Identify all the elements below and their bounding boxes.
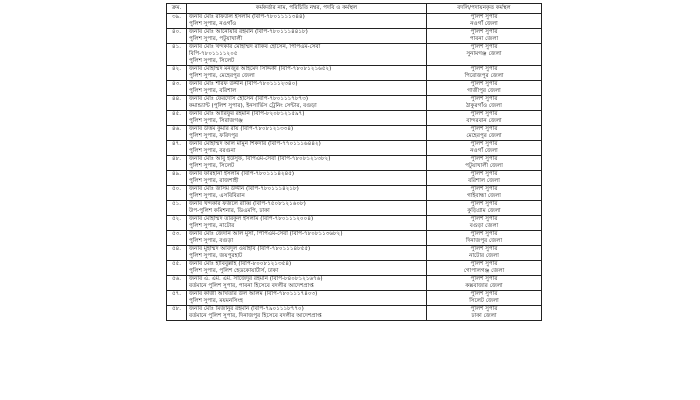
row-officer	[187, 156, 427, 171]
table-row	[167, 126, 542, 141]
posting-line: পুলিশ সুপার	[470, 306, 498, 312]
officer-line: পুলিশ সুপার, পটুয়াখালী	[189, 36, 243, 42]
row-officer	[187, 44, 427, 66]
table-row	[167, 14, 542, 29]
row-officer	[187, 111, 427, 126]
row-posting	[427, 44, 542, 66]
posting-line: নাটোর জেলা	[469, 253, 499, 259]
officer-line: কমান্ড্যান্ট (পুলিশ সুপার), ইনসার্ভিস ট্রেনিং সেন্টার, বগুড়া	[189, 103, 317, 109]
row-officer	[187, 276, 427, 291]
posting-line: পাবনা জেলা	[469, 36, 499, 42]
row-serial: ৫৩.	[167, 231, 187, 246]
officer-line: জনাব মোঃ আনোয়ার রহমান (বিপি-৭৮০১১১৪৪১৮)	[189, 29, 308, 35]
officer-line: জনাব মোঃ হাবিবুল্লাহ (বিপি-৮০০৮১২১৩৫৪)	[189, 261, 292, 267]
officer-line: বর্তমানে পুলিশ সুপার, পাবনা হিসেবে বদলীর আদেশপ্রাপ্ত	[189, 283, 314, 289]
row-officer	[187, 14, 427, 29]
row-officer	[187, 216, 427, 231]
row-posting	[427, 291, 542, 306]
row-officer	[187, 29, 427, 44]
row-posting	[427, 96, 542, 111]
table-row	[167, 291, 542, 306]
row-serial: ৫৬.	[167, 276, 187, 291]
row-posting	[427, 14, 542, 29]
posting-line: পুলিশ সুপার	[470, 246, 498, 252]
row-officer	[187, 186, 427, 201]
row-posting	[427, 156, 542, 171]
row-officer	[187, 81, 427, 96]
row-serial: ৫১.	[167, 201, 187, 216]
row-serial: ৪৬.	[167, 126, 187, 141]
table-row	[167, 96, 542, 111]
officer-line: জনাব মোহাম্মদ মনজুর আহমেদ সিদ্দিকী (বিপি-৭৮০৮১২১৬৫২)	[189, 66, 332, 72]
table-row	[167, 306, 542, 321]
row-posting	[427, 306, 542, 321]
officer-line: পুলিশ সুপার, পুলিশ হেডকোয়ার্টার্স, ঢাকা	[189, 268, 279, 274]
officer-line: জনাব মোহাম্মদ আল মামুন শিকদার (বিপি-৭৭০১১১৬৪৪২)	[189, 141, 321, 147]
table-row	[167, 81, 542, 96]
posting-line: পুলিশ সুপার	[470, 216, 498, 222]
row-serial: ৪৫.	[167, 111, 187, 126]
row-posting	[427, 276, 542, 291]
posting-line: পুলিশ সুপার	[470, 66, 498, 72]
table-body	[167, 14, 542, 321]
table-row	[167, 186, 542, 201]
table-row	[167, 44, 542, 66]
row-posting	[427, 246, 542, 261]
row-posting	[427, 261, 542, 276]
officer-line: জনাব ফারহানা ইসলাম (বিপি-৭৮০১১১৪২৪৫)	[189, 171, 295, 177]
table-row	[167, 29, 542, 44]
officer-line: পুলিশ সুপার, সিরাজগঞ্জ	[189, 118, 243, 124]
posting-line: কুড়িগ্রাম জেলা	[467, 208, 501, 214]
officer-line: পুলিশ সুপার, বরিশাল	[189, 88, 237, 94]
officer-line: পুলিশ সুপার, নাটোর	[189, 223, 235, 229]
officer-line: পুলিশ সুপার, বরগুনা	[189, 148, 236, 154]
posting-line: পুলিশ সুপার	[470, 141, 498, 147]
officer-line: জনাব মুহাম্মদ আবদুল ওয়াহাব (বিপি-৭৮০১১১৪৮৫৫)	[189, 246, 311, 252]
row-posting	[427, 216, 542, 231]
posting-line: ঢাকা জেলা	[471, 313, 497, 319]
posting-line: পুলিশ সুপার	[470, 44, 498, 50]
officer-line: জনাব মোঃ মিজানুর রহমান (বিপি-৭৯০১১১৮৭৭০)	[189, 306, 304, 312]
row-serial: ৫৪.	[167, 246, 187, 261]
officer-line: জনাব মোঃ রফিউল ইসলাম (বিপি-৭৮০১১১১৩৪৪)	[189, 14, 305, 20]
header-officer: কর্মকর্তার নাম, পরিচিতি নম্বর, পদবি ও কর্মস্থল	[187, 4, 427, 14]
officer-line: জনাব মোঃ খন্দকার মোহাম্মদ রাকিব হোসেন, পিপিএম-সেবা	[189, 44, 321, 50]
row-officer	[187, 261, 427, 276]
table-row	[167, 216, 542, 231]
table-row	[167, 246, 542, 261]
posting-line: দিনাজপুর জেলা	[465, 238, 503, 244]
posting-line: বরিশাল জেলা	[468, 178, 500, 184]
row-officer	[187, 126, 427, 141]
row-serial: ৪৪.	[167, 96, 187, 111]
posting-line: গোপালগঞ্জ জেলা	[463, 268, 505, 274]
posting-line: পুলিশ সুপার	[470, 186, 498, 192]
posting-line: বগুড়া জেলা	[469, 223, 499, 229]
officer-line: পুলিশ সুপার, এসবিবিরান	[189, 193, 245, 199]
officer-line: জনাব মোহাম্মদ তরিকুল ইসলাম (বিপি-৭৮০১১১২০০৪)	[189, 216, 314, 222]
table-row	[167, 66, 542, 81]
table-row	[167, 276, 542, 291]
row-posting	[427, 231, 542, 246]
row-posting	[427, 81, 542, 96]
officer-line: পুলিশ সুপার, ফরিদপুর	[189, 133, 238, 139]
officer-line: জনাব মোঃ ফেরদৌস হোসেন (বিপি-৭৮০১১১৭৮৭৩)	[189, 96, 309, 102]
header-serial: ক্রম.	[167, 4, 187, 14]
posting-line: সিলেট জেলা	[469, 298, 499, 304]
posting-line: পুলিশ সুপার	[470, 291, 498, 297]
posting-line: ঠাকুরগাঁও জেলা	[466, 103, 502, 109]
row-officer	[187, 96, 427, 111]
posting-line: পুলিশ সুপার	[470, 276, 498, 282]
row-posting	[427, 186, 542, 201]
row-serial: ৫৭.	[167, 291, 187, 306]
officer-line: পুলিশ সুপার, ময়মনসিংহ	[189, 298, 243, 304]
row-officer	[187, 201, 427, 216]
posting-line: বান্দরবান জেলা	[466, 118, 502, 124]
posting-line: পুলিশ সুপার	[470, 14, 498, 20]
posting-line: পুলিশ সুপার	[470, 261, 498, 267]
row-officer	[187, 231, 427, 246]
officer-line: জনাব মোঃ জেদান আল মুসা, পিপিএম-সেবা (বিপি-৭৮০৮১১৩৬৮২)	[189, 231, 343, 237]
officer-line: জনাব এ. এম. এম. সাজেদুর রহমান (বিপি-৮৪০৮১২১৬৭৬)	[189, 276, 323, 282]
officer-line: জনাব মোঃ আবু ইউসুফ, বিপিএম-সেবা (বিপি-৭৮০৮১২১৩৮২)	[189, 156, 331, 162]
row-serial: ৪০.	[167, 29, 187, 44]
officer-line: পুলিশ সুপার, বগুড়া	[189, 238, 234, 244]
posting-line: নওগাঁ জেলা	[470, 21, 498, 27]
row-posting	[427, 66, 542, 81]
table-row	[167, 201, 542, 216]
officer-line: জনাব মোঃ আরিফুর রহমান (বিপি-৮২০৮১২১৫৯৭)	[189, 111, 305, 117]
officer-line: পুলিশ সুপার, সিলেট	[189, 58, 235, 64]
table-row	[167, 171, 542, 186]
table-row	[167, 156, 542, 171]
row-serial: ৫২.	[167, 216, 187, 231]
row-officer	[187, 306, 427, 321]
officer-line: পুলিশ সুপার, জয়পুরহাট	[189, 253, 243, 259]
posting-line: পুলিশ সুপার	[470, 29, 498, 35]
row-serial: ৩৯.	[167, 14, 187, 29]
posting-line: গাইবান্ধা জেলা	[467, 193, 501, 199]
officer-line: জনাব খন্দকার ফজলে রাব্বি (বিপি-৭৫০৮১২১৬০৮)	[189, 201, 306, 207]
row-posting	[427, 111, 542, 126]
row-officer	[187, 246, 427, 261]
row-posting	[427, 29, 542, 44]
row-serial: ৫৫.	[167, 261, 187, 276]
posting-line: পুলিশ সুপার	[470, 201, 498, 207]
officer-line: পুলিশ সুপার, নওগাঁও	[189, 21, 237, 27]
row-serial: ৫৮.	[167, 306, 187, 321]
posting-line: পটুয়াখালী জেলা	[465, 163, 503, 169]
row-officer	[187, 66, 427, 81]
table-row	[167, 261, 542, 276]
row-serial: ৪৮.	[167, 156, 187, 171]
posting-line: পুলিশ সুপার	[470, 111, 498, 117]
officer-line: পুলিশ সুপার, রাজশাহী	[189, 178, 239, 184]
officer-line: জনাব মোঃ শরিফ উদ্দীন (বিপি-৭৮০১১১২৩৪০)	[189, 81, 298, 87]
officer-line: পুলিশ সুপার, সিলেট	[189, 163, 235, 169]
posting-line: পুলিশ সুপার	[470, 126, 498, 132]
officer-line: পুলিশ সুপার, মেহেরপুর জেলা	[189, 73, 255, 79]
row-serial: ৪৯.	[167, 171, 187, 186]
row-serial: ৪৭.	[167, 141, 187, 156]
posting-line: পুলিশ সুপার	[470, 81, 498, 87]
table-header-row	[167, 4, 542, 14]
row-posting	[427, 171, 542, 186]
officer-line: বর্তমানে পুলিশ সুপার, দিনাজপুর হিসেবে বদলীর আদেশপ্রাপ্ত	[189, 313, 322, 319]
row-serial: ৪২.	[167, 66, 187, 81]
row-serial: ৫০.	[167, 186, 187, 201]
posting-line: নওগাঁ জেলা	[470, 148, 498, 154]
officer-line: জনাব উত্তম কুমার রায় (বিপি-৭৮০৮১২১৩৩৪)	[189, 126, 294, 132]
posting-line: পুলিশ সুপার	[470, 96, 498, 102]
posting-line: পুলিশ সুপার	[470, 231, 498, 237]
officer-line: জনাব মোঃ জসিম উদ্দীন (বিপি-৭৮০১১১৪২১৮)	[189, 186, 299, 192]
posting-line: সুনামগঞ্জ জেলা	[466, 51, 502, 57]
row-posting	[427, 126, 542, 141]
table-row	[167, 111, 542, 126]
row-posting	[427, 201, 542, 216]
posting-line: মেহেরপুর জেলা	[466, 133, 502, 139]
posting-line: পুলিশ সুপার	[470, 171, 498, 177]
header-posting: বদলি/পদায়নকৃত কর্মস্থল	[427, 4, 542, 14]
posting-line: পিরোজপুর জেলা	[464, 73, 504, 79]
row-serial: ৪১.	[167, 44, 187, 66]
row-officer	[187, 291, 427, 306]
transfer-table	[166, 3, 542, 321]
row-officer	[187, 141, 427, 156]
table-row	[167, 141, 542, 156]
row-officer	[187, 171, 427, 186]
row-posting	[427, 141, 542, 156]
table-row	[167, 231, 542, 246]
posting-line: পুলিশ সুপার	[470, 156, 498, 162]
officer-line: বিপি-৭৮০১১১১২০৫	[189, 51, 238, 57]
posting-line: কক্সবাজার জেলা	[465, 283, 503, 289]
officer-line: উপ-পুলিশ কমিশনার, ডিএমপি, ঢাকা	[189, 208, 270, 214]
row-serial: ৪৩.	[167, 81, 187, 96]
posting-line: গাজীপুর জেলা	[467, 88, 501, 94]
officer-line: জনাব কাজী আখতার উল আলম (বিপি-৭৮০১১১৭৪০৩)	[189, 291, 318, 297]
